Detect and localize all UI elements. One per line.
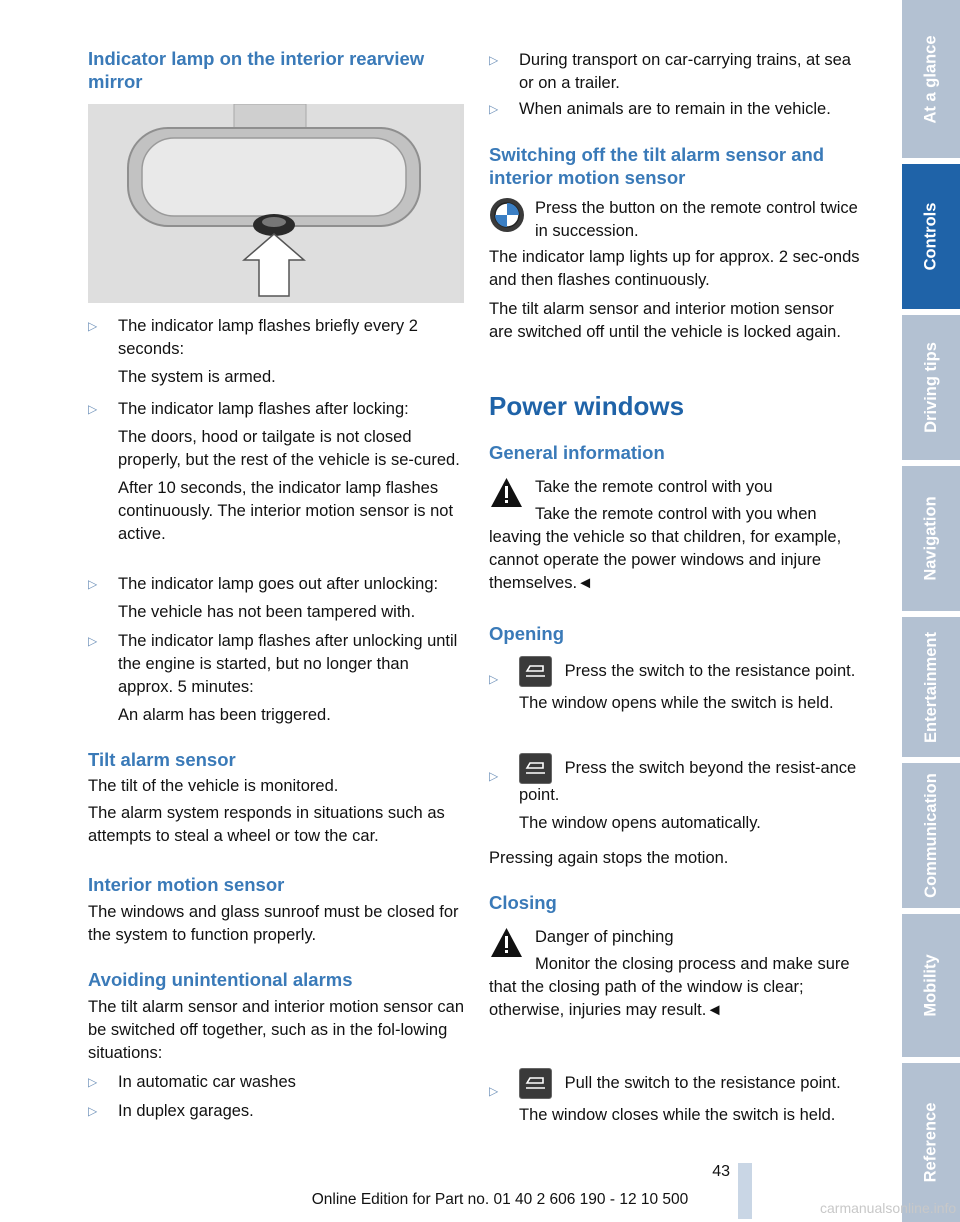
tab-reference[interactable] [902,1063,960,1222]
avoid-alarms-heading: Avoiding unintentional alarms [88,969,353,990]
watermark: carmanualsonline.info [820,1200,957,1216]
mirror-heading: Indicator lamp on the interior rearview mirror [88,48,425,92]
indicator-bullet-2 [88,398,464,546]
cont-bullet-1 [489,49,861,95]
tab-label: Communication [921,773,940,898]
general-information-heading: General information [489,442,665,463]
remote-button-instruction [489,197,861,240]
mirror-illustration [88,104,464,303]
bullet-text: In duplex garages. [118,1102,254,1120]
bullet-subtext: The window opens while the switch is held. [519,694,834,712]
closing-bullet-1 [489,1068,861,1127]
bullet-subtext: The window opens automatically. [519,814,761,832]
chapter-tabs [902,0,960,1222]
tilt-paragraph-2: The alarm system responds in situations such as attempts to steal a wheel or tow the car. [88,804,445,845]
window-switch-icon [519,753,552,784]
opening-paragraph: Pressing again stops the motion. [489,849,729,867]
motion-sensor-heading: Interior motion sensor [88,874,285,895]
opening-bullet-1 [489,656,861,715]
bullet-triangle-icon: ▷ [88,402,98,416]
closing-heading: Closing [489,892,557,913]
avoid-bullet-1 [88,1071,464,1094]
bullet-text: The indicator lamp goes out after unlocking: [118,575,439,593]
switch-off-heading: Switching off the tilt alarm sensor and interior motion sensor [489,144,825,188]
bullet-triangle-icon: ▷ [489,102,499,116]
bullet-triangle-icon: ▷ [88,319,98,333]
tab-label: Mobility [921,954,940,1017]
bullet-triangle-icon: ▷ [88,1075,98,1089]
warning-title: Take the remote control with you [535,478,773,496]
tab-communication[interactable] [902,763,960,908]
warning-text: Take the remote control with you when leaving the vehicle so that children, for example, cannot operate the power windows and injure themselves.◄ [489,505,842,592]
tab-entertainment[interactable] [902,617,960,757]
tab-label: Entertainment [921,631,940,743]
tab-label: Driving tips [921,342,940,433]
bmw-remote-button-icon [489,197,525,233]
tab-at-a-glance[interactable] [902,0,960,158]
tilt-paragraph-1: The tilt of the vehicle is monitored. [88,777,339,795]
bullet-triangle-icon: ▷ [489,672,499,686]
bullet-text: Pull the switch to the resistance point. [564,1073,841,1092]
bullet-triangle-icon: ▷ [489,1084,499,1098]
bullet-triangle-icon: ▷ [88,634,98,648]
page-number: 43 [712,1163,730,1180]
window-switch-icon [519,656,552,687]
bullet-subtext: The window closes while the switch is held. [519,1106,836,1124]
switch-off-paragraph-2: The tilt alarm sensor and interior motion sensor are switched off until the vehicle is locked again. [489,300,841,341]
opening-heading: Opening [489,623,565,644]
bullet-text: During transport on car-carrying trains, at sea or on a trailer. [519,51,851,92]
remote-button-text: Press the button on the remote control twice in succession. [535,199,858,240]
tab-driving-tips[interactable] [902,315,960,460]
opening-bullet-2 [489,753,861,835]
bullet-triangle-icon: ▷ [489,769,499,783]
avoid-bullet-2 [88,1100,464,1123]
switch-off-paragraph-1: The indicator lamp lights up for approx. 2 sec-onds and then flashes continuously. [489,248,860,289]
bullet-subtext: The doors, hood or tailgate is not closed properly, but the rest of the vehicle is se-cured. [118,428,460,469]
rearview-mirror-image [88,104,460,303]
bullet-text: When animals are to remain in the vehicle. [519,100,831,118]
bullet-subtext: The vehicle has not been tampered with. [118,603,416,621]
bullet-text: Press the switch beyond the resist-ance point. [519,758,857,804]
indicator-bullet-1 [88,315,464,389]
warning-text: Monitor the closing process and make sure that the closing path of the window is clear; otherwise, injuries may result.◄ [489,955,850,1019]
tab-controls[interactable] [902,164,960,309]
tab-label: Reference [921,1102,940,1183]
tilt-alarm-heading: Tilt alarm sensor [88,749,236,770]
avoid-paragraph: The tilt alarm sensor and interior motion sensor can be switched off together, such as in the fol-lowing situations: [88,998,465,1062]
tab-label: Navigation [921,496,940,581]
cont-bullet-2 [489,98,861,121]
bullet-text: The indicator lamp flashes after unlocking until the engine is started, but no longer than approx. 5 minutes: [118,632,458,696]
bullet-text: In automatic car washes [118,1073,296,1091]
tab-mobility[interactable] [902,914,960,1057]
bullet-triangle-icon: ▷ [88,577,98,591]
bullet-text: The indicator lamp flashes after locking: [118,400,409,418]
bullet-subtext: After 10 seconds, the indicator lamp flashes continuously. The interior motion sensor is not active. [118,479,454,543]
warning-title: Danger of pinching [535,928,674,946]
motion-paragraph: The windows and glass sunroof must be closed for the system to function properly. [88,903,459,944]
bullet-subtext: An alarm has been triggered. [118,706,331,724]
bullet-triangle-icon: ▷ [88,1104,98,1118]
power-windows-heading: Power windows [489,391,685,421]
indicator-bullet-4 [88,630,464,727]
bullet-subtext: The system is armed. [118,368,276,386]
indicator-bullet-3 [88,573,464,624]
tab-label: At a glance [921,34,940,124]
window-switch-icon [519,1068,552,1099]
tab-label: Controls [921,202,940,271]
bullet-text: The indicator lamp flashes briefly every 2 seconds: [118,317,418,358]
tab-navigation[interactable] [902,466,960,611]
footer-edition: Online Edition for Part no. 01 40 2 606 190 - 12 10 500 [311,1191,689,1208]
bullet-triangle-icon: ▷ [489,53,499,67]
bullet-text: Press the switch to the resistance point. [564,661,856,680]
